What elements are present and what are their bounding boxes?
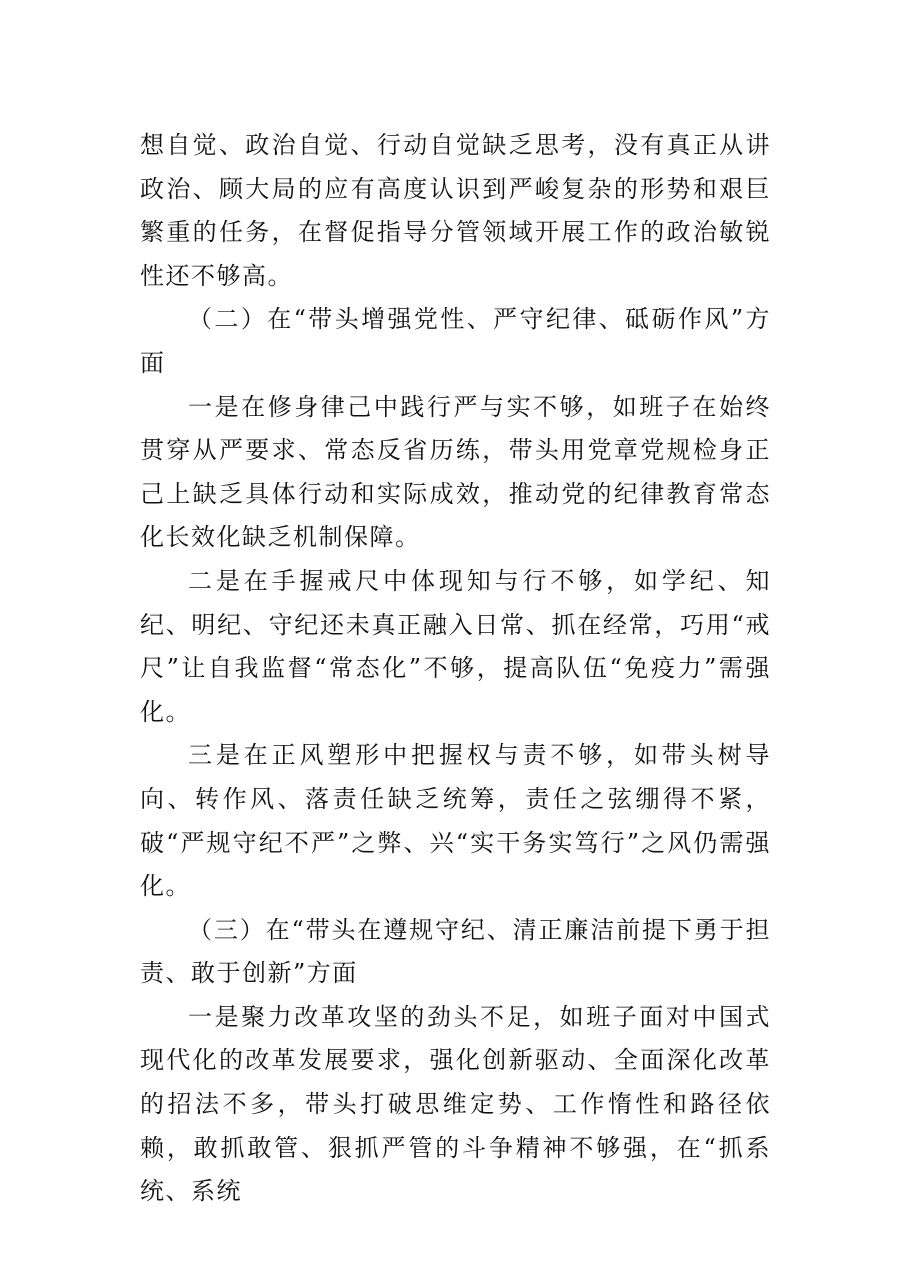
section-heading-two: （二）在“带头增强党性、严守纪律、砥砺作风”方面 — [140, 305, 771, 377]
paragraph-continuation: 想自觉、政治自觉、行动自觉缺乏思考，没有真正从讲政治、顾大局的应有高度认识到严峻复杂的形势和艰巨繁重的任务，在督促指导分管领域开展工作的政治敏锐性还不够高。 — [140, 131, 771, 290]
paragraph-item-one: 一是在修身律己中践行严与实不够，如班子在始终贯穿从严要求、常态反省历练，带头用党章党规检身正己上缺乏具体行动和实际成效，推动党的纪律教育常态化长效化缺乏机制保障。 — [140, 392, 771, 552]
section-heading-three: （三）在“带头在遵规守纪、清正廉洁前提下勇于担责、敢于创新”方面 — [140, 915, 771, 988]
paragraph-item-two: 二是在手握戒尺中体现知与行不够，如学纪、知纪、明纪、守纪还未真正融入日常、抓在经常，巧用“戒尺”让自我监督“常态化”不够，提高队伍“免疫力”需强化。 — [140, 566, 771, 726]
document-body — [140, 124, 771, 1214]
paragraph-item-four: 一是聚力改革攻坚的劲头不足，如班子面对中国式现代化的改革发展要求，强化创新驱动、全面深化改革的招法不多，带头打破思维定势、工作惰性和路径依赖，敢抓敢管、狠抓严管的斗争精神不够强，在“抓系统、系统 — [140, 1002, 771, 1206]
paragraph-item-three: 三是在正风塑形中把握权与责不够，如带头树导向、转作风、落责任缺乏统筹，责任之弦绷得不紧，破“严规守纪不严”之弊、兴“实干务实笃行”之风仍需强化。 — [140, 741, 771, 901]
